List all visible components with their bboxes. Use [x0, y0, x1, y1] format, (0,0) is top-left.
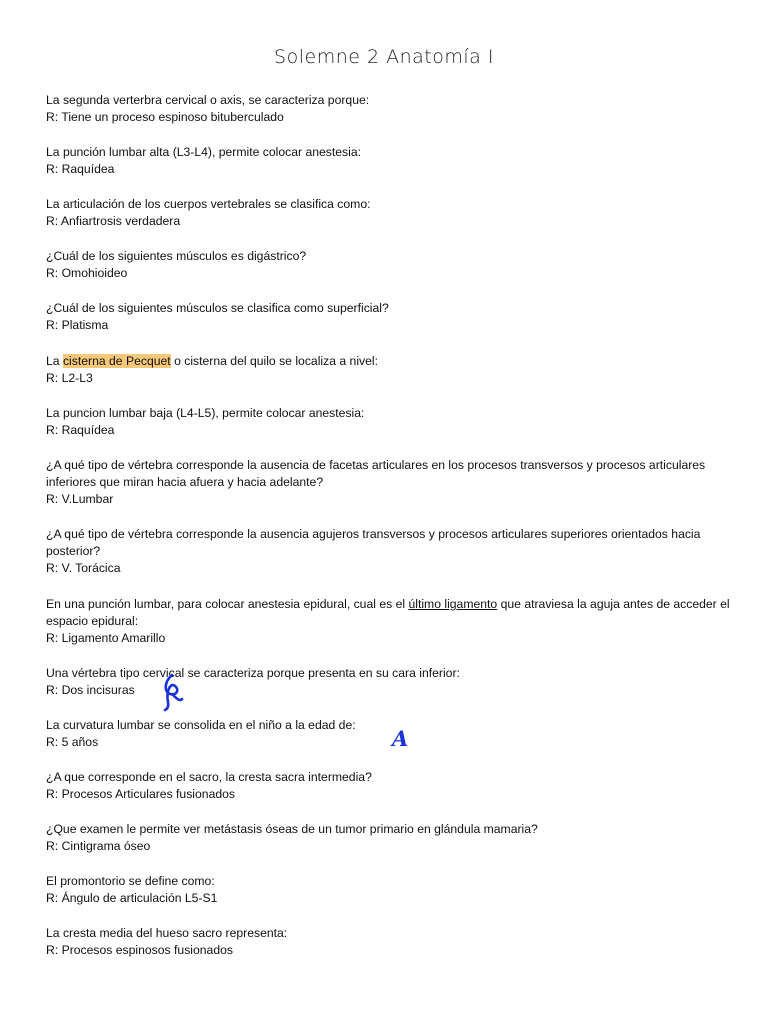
answer: R: Dos incisuras	[46, 683, 135, 697]
answer: R: Platisma	[46, 318, 109, 332]
qa-item-15	[46, 873, 736, 907]
answer: R: Anfiartrosis verdadera	[46, 214, 181, 228]
answer: R: Ángulo de articulación L5-S1	[46, 891, 218, 905]
question: ¿Cuál de los siguientes músculos se clasifica como superficial?	[46, 301, 389, 315]
page-title: Solemne 2 Anatomía I	[274, 46, 494, 68]
question: ¿A qué tipo de vértebra corresponde la ausencia de facetas articulares en los procesos transversos y procesos articulares inferiores que miran hacia afuera y hacia adelante?	[46, 458, 706, 489]
answer: R: Procesos Articulares fusionados	[46, 787, 235, 801]
question: La articulación de los cuerpos vertebrales se clasifica como:	[46, 197, 371, 211]
qa-item-8	[46, 457, 736, 508]
qa-item-3	[46, 196, 736, 230]
qa-item-1	[46, 92, 736, 126]
question: El promontorio se define como:	[46, 874, 215, 888]
question: ¿A que corresponde en el sacro, la cresta sacra intermedia?	[46, 770, 372, 784]
highlighted-term: cisterna de Pecquet	[62, 354, 171, 368]
qa-item-12	[46, 717, 736, 751]
qa-item-11	[46, 665, 736, 699]
question: La cresta media del hueso sacro representa:	[46, 926, 288, 940]
question: ¿Que examen le permite ver metástasis óseas de un tumor primario en glándula mamaria?	[46, 822, 538, 836]
answer: R: Tiene un proceso espinoso bituberculado	[46, 110, 284, 124]
qa-item-5	[46, 300, 736, 334]
question: La cisterna de Pecquet o cisterna del quilo se localiza a nivel:	[46, 354, 378, 368]
qa-item-16	[46, 925, 736, 959]
answer: R: 5 años	[46, 735, 99, 749]
pen-scribble-icon	[160, 672, 186, 712]
answer: R: V. Torácica	[46, 561, 121, 575]
answer: R: V.Lumbar	[46, 492, 114, 506]
underlined-term: último ligamento	[408, 597, 498, 611]
handwritten-annotation: A	[392, 726, 409, 751]
answer: R: Omohioideo	[46, 266, 128, 280]
question: La segunda verterbra cervical o axis, se caracteriza porque:	[46, 93, 370, 107]
qa-item-7	[46, 405, 736, 439]
question: La puncion lumbar baja (L4-L5), permite colocar anestesia:	[46, 406, 365, 420]
qa-item-4	[46, 248, 736, 282]
qa-item-2	[46, 144, 736, 178]
answer: R: Ligamento Amarillo	[46, 631, 166, 645]
question: ¿A qué tipo de vértebra corresponde la ausencia agujeros transversos y procesos articulares superiores orientados hacia posterior?	[46, 527, 701, 558]
qa-item-13	[46, 769, 736, 803]
qa-item-10	[46, 596, 736, 647]
question: ¿Cuál de los siguientes músculos es digástrico?	[46, 249, 307, 263]
qa-item-9	[46, 526, 736, 577]
question: La punción lumbar alta (L3-L4), permite colocar anestesia:	[46, 145, 362, 159]
answer: R: Procesos espinosos fusionados	[46, 943, 233, 957]
answer: R: Cintigrama óseo	[46, 839, 151, 853]
answer: R: Raquídea	[46, 162, 115, 176]
question: Una vértebra tipo cervical se caracteriza porque presenta en su cara inferior:	[46, 666, 460, 680]
answer: R: L2-L3	[46, 371, 93, 385]
qa-item-14	[46, 821, 736, 855]
question: La curvatura lumbar se consolida en el niño a la edad de:	[46, 718, 356, 732]
qa-item-6	[46, 353, 736, 387]
question: En una punción lumbar, para colocar anestesia epidural, cual es el último ligamento que atraviesa la aguja antes de acceder el espacio epidural:	[46, 597, 730, 628]
answer: R: Raquídea	[46, 423, 115, 437]
